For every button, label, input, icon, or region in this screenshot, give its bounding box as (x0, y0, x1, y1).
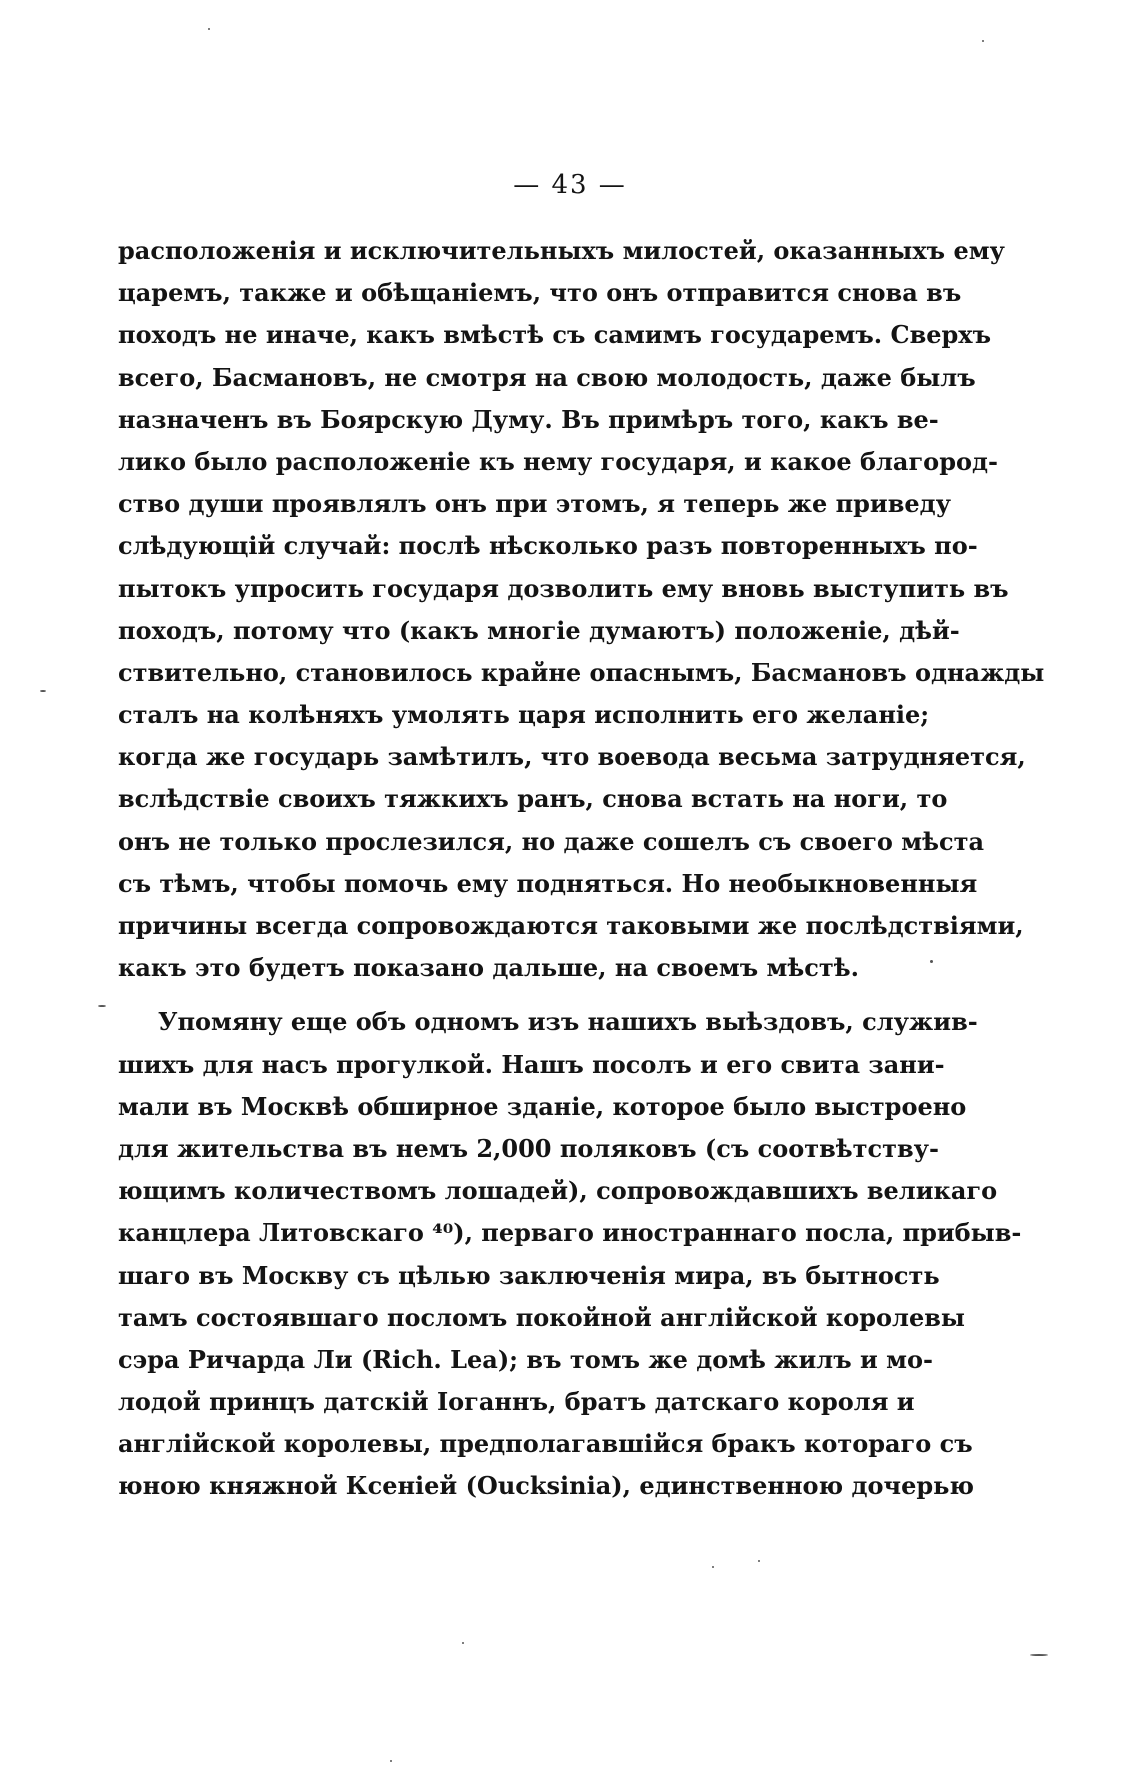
text-line: вслѣдствіе своихъ тяжкихъ ранъ, снова встать на ноги, то (118, 784, 948, 814)
text-line: сталъ на колѣняхъ умолять царя исполнить его желаніе; (118, 700, 930, 730)
text-line: шихъ для насъ прогулкой. Нашъ посолъ и его свита зани- (118, 1049, 945, 1079)
scan-speck (390, 1760, 392, 1762)
text-line: какъ это будетъ показано дальше, на своемъ мѣстѣ. (118, 953, 859, 983)
text-line: когда же государь замѣтилъ, что воевода весьма затрудняется, (118, 742, 1026, 772)
text-line: пытокъ упросить государя дозволить ему вновь выступить въ (118, 573, 1009, 603)
text-line: походъ не иначе, какъ вмѣстѣ съ самимъ государемъ. Сверхъ (118, 320, 992, 350)
text-line: лодой принцъ датскій Іоганнъ, братъ датскаго короля и (118, 1387, 915, 1417)
paragraph (118, 1001, 1022, 1507)
text-line: юною княжной Ксеніей (Oucksinia), единственною дочерью (118, 1471, 975, 1501)
text-line: мали въ Москвѣ обширное зданіе, которое было выстроено (118, 1091, 967, 1121)
text-line: походъ, потому что (какъ многіе думаютъ) положеніе, дѣй- (118, 615, 960, 645)
scan-speck (1030, 1654, 1048, 1656)
text-line: Упомяну еще объ одномъ изъ нашихъ выѣздовъ, служив- (158, 1007, 978, 1037)
paragraph (118, 230, 1045, 989)
page-number: — 43 — (513, 170, 627, 200)
text-line: шаго въ Москву съ цѣлью заключенія мира, въ бытность (118, 1260, 940, 1290)
paragraph-gap (118, 989, 908, 1001)
scan-speck (462, 1642, 464, 1644)
text-line: ство души проявлялъ онъ при этомъ, я теперь же приведу (118, 489, 952, 519)
scan-speck (208, 28, 210, 30)
text-line: ствительно, становилось крайне опаснымъ, Басмановъ однажды (118, 657, 1045, 687)
text-line: расположенія и исключительныхъ милостей, оказанныхъ ему (118, 236, 1005, 265)
text-line: для жительства въ немъ 2,000 поляковъ (съ соотвѣтству- (118, 1133, 940, 1163)
text-line: причины всегда сопровождаются таковыми же послѣдствіями, (118, 911, 1024, 940)
text-line: царемъ, также и обѣщаніемъ, что онъ отправится снова въ (118, 278, 962, 308)
text-line: слѣдующій случай: послѣ нѣсколько разъ повторенныхъ по- (118, 531, 978, 561)
scan-speck (98, 1005, 106, 1007)
text-line: тамъ состоявшаго посломъ покойной англійской королевы (118, 1302, 965, 1332)
text-line: англійской королевы, предполагавшійся бракъ котораго съ (118, 1429, 973, 1459)
scan-speck (712, 1566, 714, 1568)
scan-speck (40, 690, 46, 692)
text-line: онъ не только прослезился, но даже сошелъ съ своего мѣста (118, 826, 985, 856)
text-line: канцлера Литовскаго ⁴⁰), перваго иностраннаго посла, прибыв- (118, 1218, 1022, 1248)
scan-speck (930, 960, 933, 963)
scan-speck (758, 1560, 760, 1562)
scan-speck (982, 40, 984, 42)
text-line: лико было расположеніе къ нему государя, и какое благород- (118, 446, 998, 476)
body-text (118, 230, 1045, 1508)
text-line: назначенъ въ Боярскую Думу. Въ примѣръ того, какъ ве- (118, 404, 939, 434)
text-line: ющимъ количествомъ лошадей), сопровождавшихъ великаго (118, 1176, 998, 1206)
text-line: съ тѣмъ, чтобы помочь ему подняться. Но необыкновенныя (118, 868, 978, 898)
text-line: всего, Басмановъ, не смотря на свою молодость, даже былъ (118, 362, 976, 392)
text-line: сэра Ричарда Ли (Rich. Lea); въ томъ же домѣ жилъ и мо- (118, 1344, 933, 1374)
